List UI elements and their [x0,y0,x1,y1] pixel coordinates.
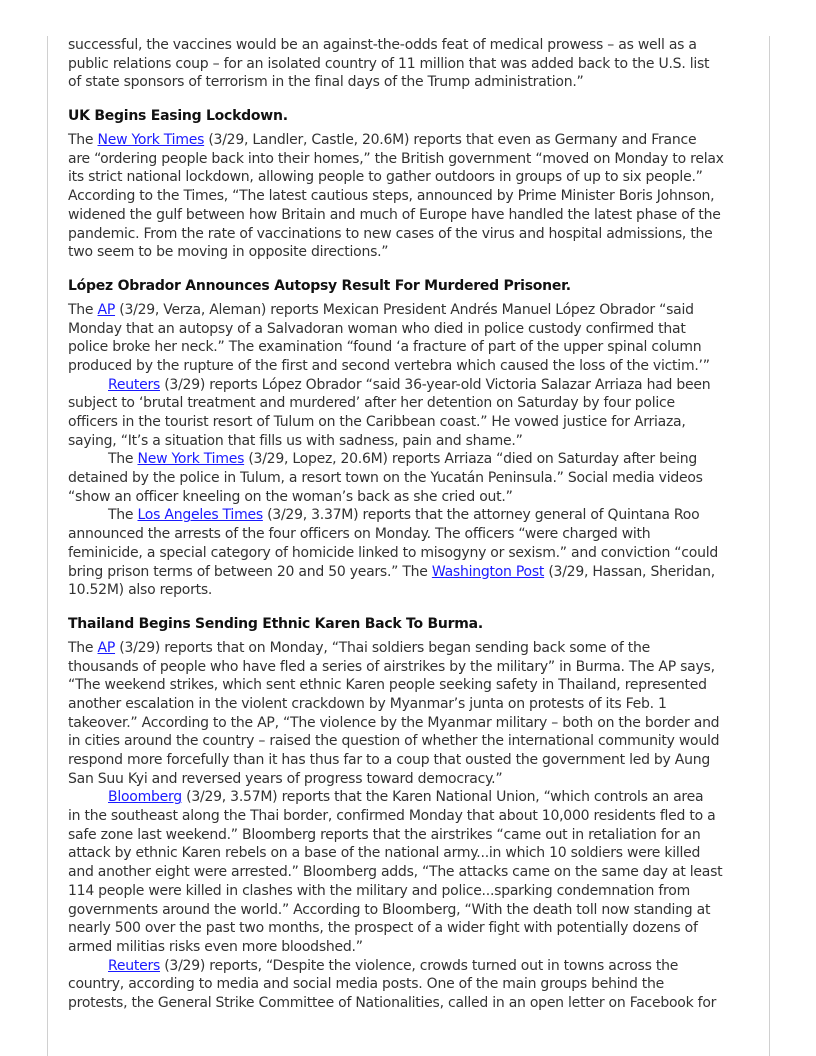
text-span: in cities around the country – raised the question of whether the international community would [68,733,720,750]
text-span: country, according to media and social media posts. One of the main groups behind the [68,976,665,993]
text-line [68,788,768,807]
text-span: officers in the tourist resort of Tulum on the Caribbean coast.” He vowed justice for Arriaza, [68,414,686,430]
text-line [68,506,768,525]
text-span: takeover.” According to the AP, “The violence by the Myanmar military – both on the border and [68,714,720,731]
text-span: two seem to be moving in opposite directions.” [68,244,389,261]
text-line [68,919,768,938]
paragraph [68,376,768,451]
text-span: (3/29) reports that on Monday, “Thai soldiers began sending back some of the [115,639,650,656]
source-link[interactable]: Reuters [108,957,160,974]
source-link[interactable]: AP [97,639,116,656]
text-line [68,131,768,150]
text-line [68,563,768,582]
text-span: governments around the world.” According to Bloomberg, “With the death toll now standing at [68,901,711,918]
news-section [68,277,768,600]
text-span: in the southeast along the Thai border, confirmed Monday that about 10,000 residents fled to a [68,808,716,825]
paragraph [68,450,768,506]
text-span: (3/29, Landler, Castle, 20.6M) reports that even as Germany and France [204,132,697,149]
text-span: San Suu Kyi and reversed years of progress toward democracy.” [68,770,503,787]
text-span: and another eight were arrested.” Bloomberg adds, “The attacks came on the same day at least [68,864,723,881]
section-heading: López Obrador Announces Autopsy Result For Murdered Prisoner. [68,277,571,294]
text-line [68,36,768,55]
text-span: (3/29, Hassan, Sheridan, [544,563,715,580]
text-line [68,469,768,488]
text-span: public relations coup – for an isolated country of 11 million that was added back to the U.S. list [68,55,710,72]
text-line [68,732,768,751]
text-line [68,695,768,714]
text-span: The [68,639,98,656]
paragraph [68,36,768,92]
news-section [68,107,768,262]
text-line [68,658,768,677]
text-span: successful, the vaccines would be an against-the-odds feat of medical prowess – as well as a [68,37,697,53]
text-span: According to the Times, “The latest cautious steps, announced by Prime Minister Boris Johnson, [68,188,715,205]
text-span: “The weekend strikes, which sent ethnic Karen people seeking safety in Thailand, represented [68,677,707,694]
text-span: of state sponsors of terrorism in the final days of the Trump administration.” [68,74,584,91]
text-line [68,882,768,901]
text-line [68,432,768,451]
text-span: saying, “It’s a situation that fills us with sadness, pain and shame.” [68,432,523,449]
text-span: nearly 500 over the past two months, the prospect of a wider fight with potentially dozens of [68,920,698,937]
text-span: The [108,451,138,468]
source-link[interactable]: Washington Post [431,563,545,580]
text-span: subject to ‘brutal treatment and murdered’ after her detention on Saturday by four police [68,395,675,412]
text-line [68,994,768,1013]
source-link[interactable]: New York Times [137,451,245,468]
paragraph [68,301,768,376]
text-line [68,357,768,376]
source-link[interactable]: New York Times [97,132,205,149]
text-line [68,73,768,92]
text-line [68,338,768,357]
text-line [68,413,768,432]
paragraph [68,506,768,599]
text-line [68,807,768,826]
text-span: protests, the General Strike Committee of Nationalities, called in an open letter on Facebook for [68,994,717,1011]
text-span: (3/29, 3.37M) reports that the attorney general of Quintana Roo [262,507,700,524]
text-line [68,581,768,600]
newsletter-body [68,36,768,1013]
text-span: its strict national lockdown, allowing people to gather outdoors in groups of up to six people.” [68,169,703,186]
text-span: detained by the police in Tulum, a resort town on the Yucatán Peninsula.” Social media videos [68,470,703,487]
text-line [68,525,768,544]
text-span: 10.52M) also reports. [68,582,213,599]
text-line [68,320,768,339]
text-line [68,938,768,957]
news-section [68,615,768,1013]
source-link[interactable]: Los Angeles Times [137,507,263,524]
text-span: (3/29, Verza, Aleman) reports Mexican President Andrés Manuel López Obrador “said [115,301,694,318]
paragraph [68,639,768,789]
text-span: The [68,132,98,149]
text-span: police broke her neck.” The examination “found ‘a fracture of part of the upper spinal column [68,339,702,356]
text-span: respond more forcefully than it has thus far to a coup that ousted the government led by Aung [68,752,710,768]
text-line [68,394,768,413]
text-line [68,243,768,262]
text-line [68,150,768,169]
news-section [68,36,768,92]
text-line [68,225,768,244]
text-span: (3/29) reports López Obrador “said 36-year-old Victoria Salazar Arriaza had been [160,376,711,393]
text-span: armed militias risks even more bloodshed.” [68,938,363,955]
text-span: are “ordering people back into their homes,” the British government “moved on Monday to relax [68,150,724,167]
text-span: attack by ethnic Karen rebels on a base of the national army...in which 10 soldiers were killed [68,845,701,862]
text-line [68,450,768,469]
paragraph [68,788,768,956]
section-heading: Thailand Begins Sending Ethnic Karen Back To Burma. [68,615,483,632]
paragraph [68,131,768,262]
text-line [68,863,768,882]
text-span: produced by the rupture of the first and second vertebra which caused the loss of the victim.’” [68,357,710,374]
text-span: (3/29) reports, “Despite the violence, crowds turned out in towns across the [160,957,679,974]
text-span: feminicide, a special category of homicide linked to misogyny or sexism.” and conviction “could [68,544,718,561]
source-link[interactable]: Bloomberg [108,789,182,806]
text-span: The [68,301,98,318]
text-span: safe zone last weekend.” Bloomberg reports that the airstrikes “came out in retaliation for an [68,826,701,843]
section-heading: UK Begins Easing Lockdown. [68,108,288,125]
source-link[interactable]: AP [97,301,116,318]
text-line [68,957,768,976]
text-line [68,301,768,320]
text-line [68,676,768,695]
text-span: 114 people were killed in clashes with the military and police...sparking condemnation from [68,882,690,899]
text-line [68,206,768,225]
text-line [68,544,768,563]
text-line [68,714,768,733]
text-line [68,168,768,187]
text-line [68,826,768,845]
text-span: widened the gulf between how Britain and much of Europe have handled the latest phase of the [68,206,721,223]
text-span: Monday that an autopsy of a Salvadoran woman who died in police custody confirmed that [68,320,686,337]
text-line [68,488,768,507]
text-span: another escalation in the violent crackdown by Myanmar’s junta on protests of its Feb. 1 [68,695,667,712]
text-line [68,975,768,994]
paragraph [68,957,768,1013]
text-span: pandemic. From the rate of vaccinations to new cases of the virus and hospital admissions, the [68,225,713,242]
text-line [68,751,768,770]
text-line [68,639,768,658]
text-span: “show an officer kneeling on the woman’s back as she cried out.” [68,488,513,505]
text-span: (3/29, Lopez, 20.6M) reports Arriaza “died on Saturday after being [244,451,697,468]
text-span: thousands of people who have fled a series of airstrikes by the military” in Burma. The AP says, [68,658,715,675]
text-line [68,770,768,789]
text-line [68,901,768,920]
source-link[interactable]: Reuters [108,376,160,393]
text-span: announced the arrests of the four officers on Monday. The officers “were charged with [68,526,651,543]
text-span: (3/29, 3.57M) reports that the Karen National Union, “which controls an area [181,789,704,806]
text-line [68,844,768,863]
text-span: bring prison terms of between 20 and 50 years.” The [68,563,432,580]
text-line [68,55,768,74]
text-span: The [108,507,138,524]
text-line [68,376,768,395]
text-line [68,187,768,206]
